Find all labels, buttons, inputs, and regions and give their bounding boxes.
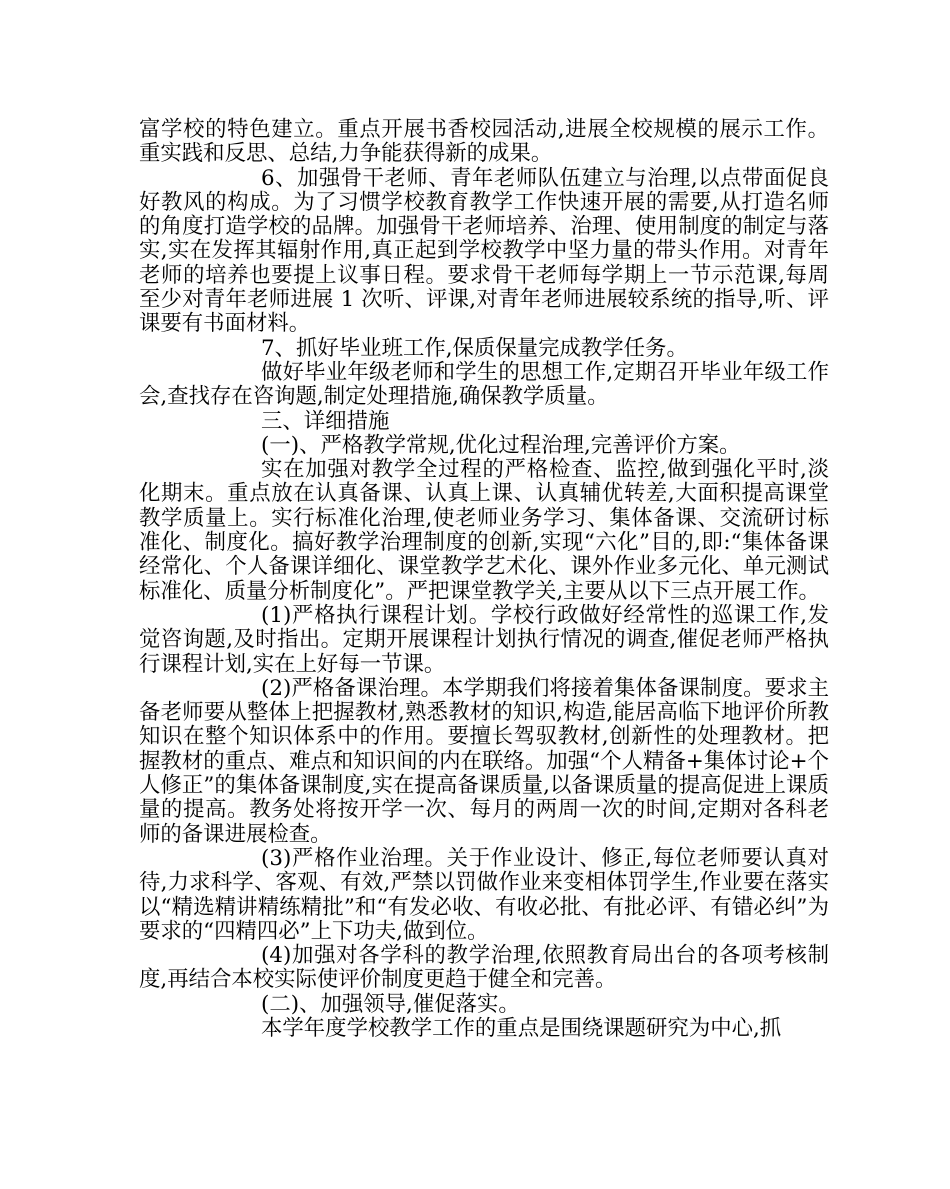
- document-body: [139, 118, 829, 1041]
- paragraph-point-1: (1)严格执行课程计划。学校行政做好经常性的巡课工作,发觉咨询题,及时指出。定期开展课程计划执行情况的调查,催促老师严格执行课程计划,实在上好每一节课。: [139, 602, 829, 677]
- paragraph-point-4: (4)加强对各学科的教学治理,依照教育局出台的各项考核制度,再结合本校实际使评价制度更趋于健全和完善。: [139, 943, 829, 993]
- paragraph-measure-1-body: 实在加强对教学全过程的严格检查、监控,做到强化平时,淡化期末。重点放在认真备课、认真上课、认真辅优转差,大面积提高课堂教学质量上。实行标准化治理,使老师业务学习、集体备课、交流研讨标准化、制度化。搞好教学治理制度的创新,实现“六化”目的,即:“集体备课经常化、个人备课详细化、课堂教学艺术化、课外作业多元化、单元测试标准化、质量分析制度化”。严把课堂教学关,主要从以下三点开展工作。: [139, 457, 829, 604]
- paragraph-item-6: 6、加强骨干老师、青年老师队伍建立与治理,以点带面促良好教风的构成。为了习惯学校教育教学工作快速开展的需要,从打造名师的角度打造学校的品牌。加强骨干老师培养、治理、使用制度的制定与落实,实在发挥其辐射作用,真正起到学校教学中坚力量的带头作用。对青年老师的培养也要提上议事日程。要求骨干老师每学期上一节示范课,每周至少对青年老师进展 1 次听、评课,对青年老师进展较系统的指导,听、评课要有书面材料。: [139, 165, 829, 337]
- paragraph-graduating-work: 做好毕业年级老师和学生的思想工作,定期召开毕业年级工作会,查找存在咨询题,制定处理措施,确保教学质量。: [139, 359, 829, 410]
- section-heading-measures: 三、详细措施: [261, 408, 390, 434]
- paragraph-point-2: (2)严格备课治理。本学期我们将接着集体备课制度。要求主备老师要从整体上把握教材,熟悉教材的知识,构造,能居高临下地评价所教知识在整个知识体系中的作用。要擅长驾驭教材,创新性的处理教材。把握教材的重点、难点和知识间的内在联络。加强“个人精备+集体讨论+个人修正”的集体备课制度,实在提高备课质量,以备课质量的提高促进上课质量的提高。教务处将按开学一次、每月的两周一次的时间,定期对各科老师的备课进展检查。: [139, 675, 829, 847]
- subheading-measure-1: (一)、严格教学常规,优化过程治理,完善评价方案。: [261, 432, 741, 458]
- paragraph-continuation: 富学校的特色建立。重点开展书香校园活动,进展全校规模的展示工作。重实践和反思、总结,力争能获得新的成果。: [139, 117, 829, 167]
- paragraph-measure-2-body: 本学年度学校教学工作的重点是围绕课题研究为中心,抓: [261, 1015, 782, 1041]
- paragraph-item-7: 7、抓好毕业班工作,保质保量完成教学任务。: [261, 335, 688, 361]
- paragraph-point-3: (3)严格作业治理。关于作业设计、修正,每位老师要认真对待,力求科学、客观、有效,严禁以罚做作业来变相体罚学生,作业要在落实以“精选精讲精练精批”和“有发必收、有收必批、有批必评、有错必纠”为要求的“四精四必”上下功夫,做到位。: [139, 845, 829, 944]
- subheading-measure-2: (二)、加强领导,催促落实。: [261, 991, 520, 1017]
